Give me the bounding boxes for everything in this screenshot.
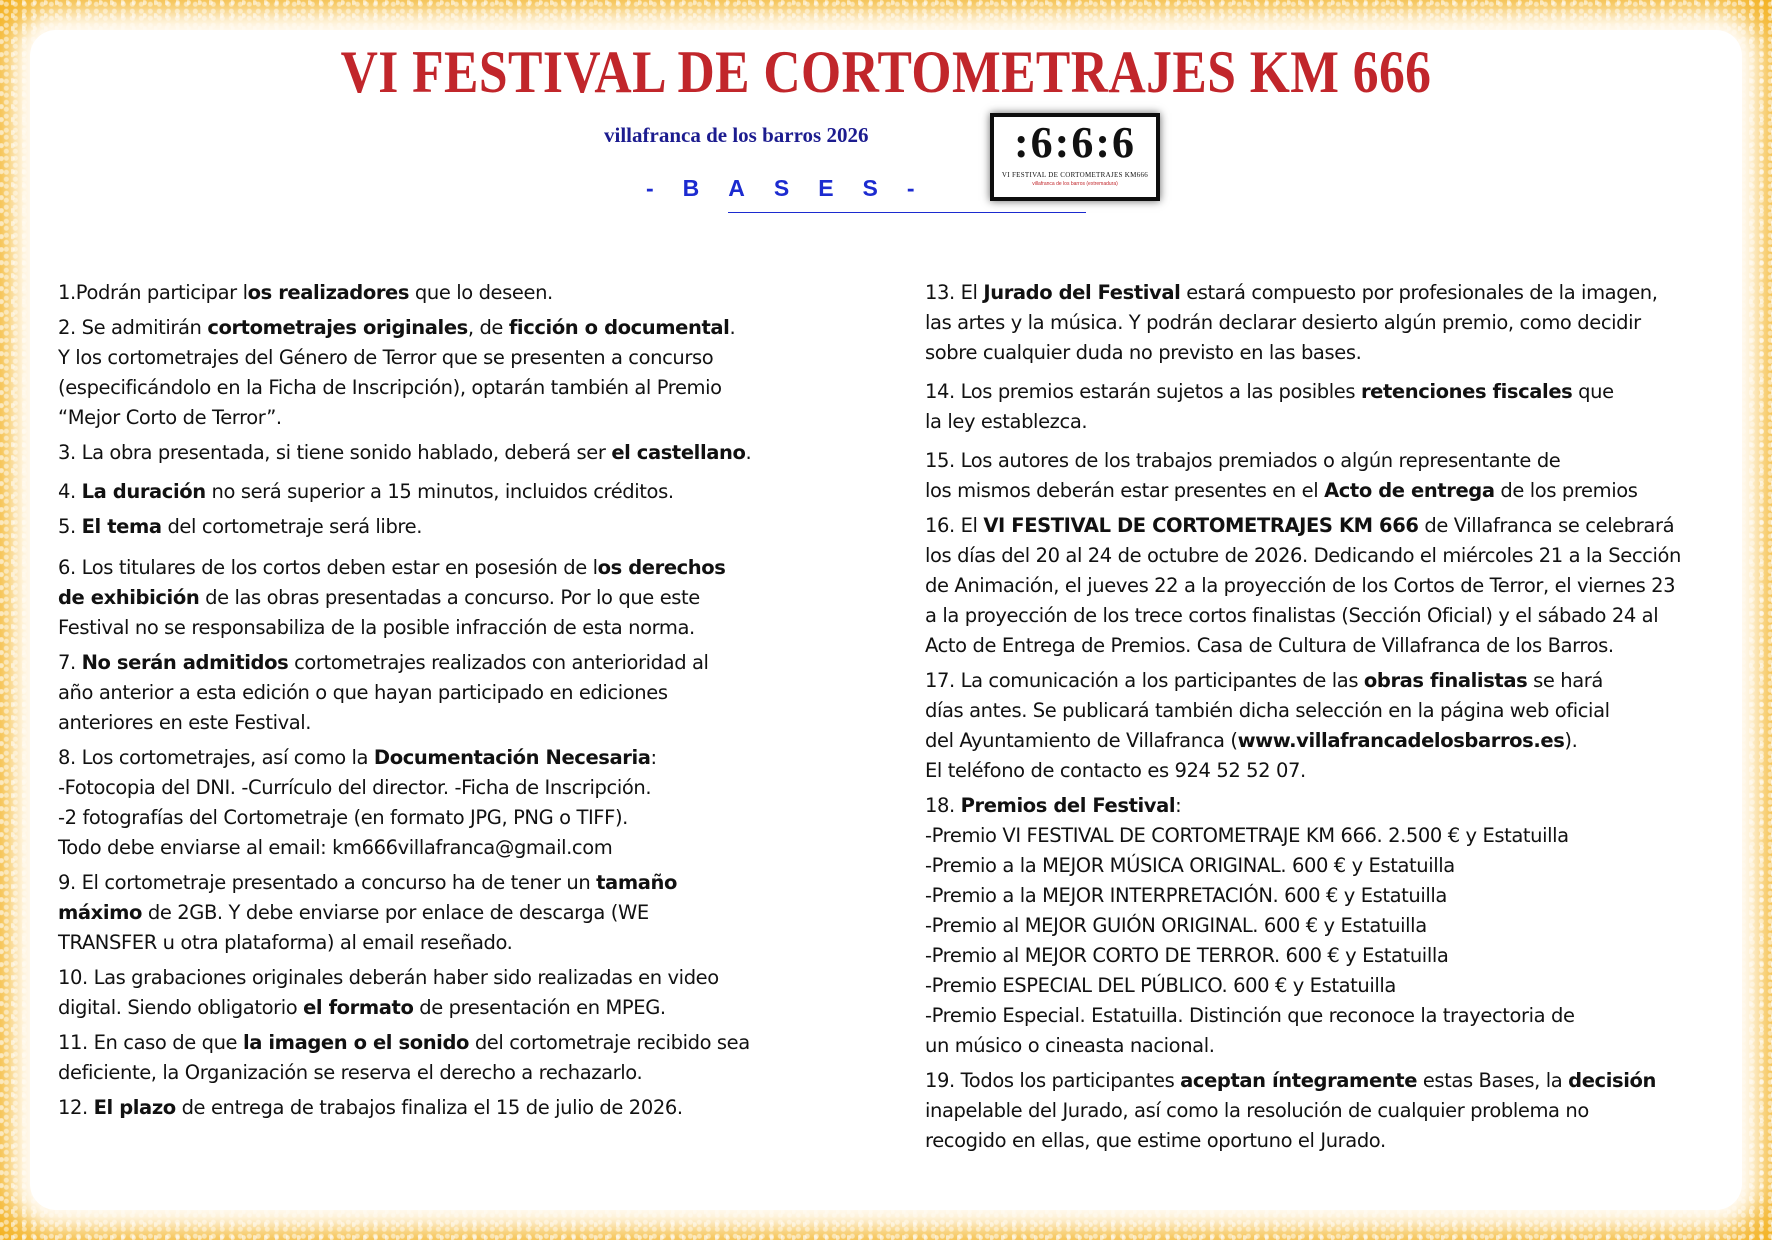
rule-emphasis: Jurado del Festival [983,281,1181,304]
festival-title: VI FESTIVAL DE CORTOMETRAJES KM 666 [340,39,1432,105]
rule-8 [58,743,818,863]
rule-text: 9. El cortometraje presentado a concurso ha de tener un [58,871,597,894]
rule-text: del cortometraje será libre. [161,515,423,538]
rule-14 [925,377,1735,437]
rule-text: : -Fotocopia del DNI. -Currículo del director. -Ficha de Inscripción. -2 fotografías del Cortometraje (en formato JPG, PNG o TIFF). Todo debe enviarse al email: km666villafranca@gmail.com [58,746,657,859]
bases-underline [728,212,1086,213]
rule-text: que lo deseen. [409,281,553,304]
rule-text: 10. Las grabaciones originales deberán haber sido realizadas en video digital. Siendo obligatorio [58,966,719,1019]
rule-17 [925,666,1735,786]
rule-text: 18. [925,794,961,817]
rule-text: de presentación en MPEG. [413,996,666,1019]
logo-glyphs: :6:6:6 [1014,118,1136,167]
rule-text: . Y los cortometrajes del Género de Terror que se presenten a concurso (especificándolo en la Ficha de Inscripción), optarán también al Premio “Mejor Corto de Terror”. [58,316,736,429]
rule-text: de entrega de trabajos finaliza el 15 de julio de 2026. [175,1096,683,1119]
rules-right-column [925,278,1735,1156]
logo-caption: VI FESTIVAL DE CORTOMETRAJES KM666 [1001,171,1149,179]
rule-6 [58,553,818,643]
festival-subtitle: villafranca de los barros 2026 [604,123,869,147]
rule-text: del cortometraje recibido sea deficiente, la Organización se reserva el derecho a rechazarlo. [58,1031,750,1084]
rule-text: que la ley establezca. [925,380,1614,433]
rule-text: 4. [58,480,82,503]
rule-emphasis: ficción o documental [508,316,730,339]
rule-11 [58,1028,818,1088]
rule-2 [58,313,818,433]
rule-emphasis: obras finalistas [1363,669,1528,692]
rule-text: no será superior a 15 minutos, incluidos créditos. [205,480,674,503]
rule-emphasis: Premios del Festival [960,794,1176,817]
rule-text: 12. [58,1096,94,1119]
rule-emphasis: aceptan íntegramente [1180,1069,1418,1092]
rule-text: inapelable del Jurado, así como la resolución de cualquier problema no recogido en ellas, que estime oportuno el Jurado. [925,1099,1589,1152]
rule-emphasis: La duración [81,480,206,503]
rule-text: 5. [58,515,82,538]
rule-text: 17. La comunicación a los participantes de las [925,669,1364,692]
rule-text: : -Premio VI FESTIVAL DE CORTOMETRAJE KM 666. 2.500 € y Estatuilla -Premio a la MEJOR MÚSICA ORIGINAL. 600 € y Estatuilla -Premio a la MEJOR INTERPRETACIÓN. 600 € y Estatuilla -Premio al MEJOR GUIÓN ORIGINAL. 600 € y Estatuilla -Premio al MEJOR CORTO DE TERROR. 600 € y Estatuilla -Premio ESPECIAL DEL PÚBLICO. 600 € y Estatuilla -Premio Especial. Estatuilla. Distinción que reconoce la trayectoria de un músico o cineasta nacional. [925,794,1575,1057]
rule-text: 8. Los cortometrajes, así como la [58,746,374,769]
rule-15 [925,446,1735,506]
rule-emphasis: decisión [1568,1069,1656,1092]
rule-text: se hará días antes. Se publicará también dicha selección en la página web oficial del Ayuntamiento de Villafranca ( [925,669,1610,752]
rules-left-column [58,278,818,1123]
rule-text: de las obras presentadas a concurso. Por lo que este Festival no se responsabiliza de la posible infracción de esta norma. [58,586,700,639]
rule-19 [925,1066,1735,1156]
rule-10 [58,963,818,1023]
rule-text: estas Bases, la [1417,1069,1569,1092]
bases-heading: -BASES- [646,175,944,201]
rule-emphasis: cortometrajes originales [207,316,468,339]
rule-emphasis: No serán admitidos [81,651,289,674]
rule-12 [58,1093,818,1123]
rule-text: 1.Podrán participar l [58,281,248,304]
rule-emphasis: retenciones fiscales [1360,380,1573,403]
rule-text: de Villafranca se celebrará los días del 20 al 24 de octubre de 2026. Dedicando el miércoles 21 a la Sección de Animación, el jueves 22 a la proyección de los Cortos de Terror, el viernes 23 a la proyección de los trece cortos finalistas (Sección Oficial) y el sábado 24 al Acto de Entrega de Premios. Casa de Cultura de Villafranca de los Barros. [925,514,1682,657]
rule-text: 15. Los autores de los trabajos premiados o algún representante de los mismos deberán estar presentes en el [925,449,1561,502]
rule-emphasis: Acto de entrega [1324,479,1495,502]
rule-1 [58,278,818,308]
rule-emphasis: VI FESTIVAL DE CORTOMETRAJES KM 666 [983,514,1419,537]
rule-13 [925,278,1735,368]
rule-5 [58,512,818,542]
rule-emphasis: os derechos de exhibición [58,556,726,609]
rule-text: 13. El [925,281,984,304]
rule-text: estará compuesto por profesionales de la imagen, las artes y la música. Y podrán declarar desierto algún premio, como decidir sobre cualquier duda no previsto en las bases. [925,281,1658,364]
rule-text: 14. Los premios estarán sujetos a las posibles [925,380,1361,403]
rule-16 [925,511,1735,661]
rule-text: 11. En caso de que [58,1031,243,1054]
festival-logo [990,113,1160,201]
rule-text: 3. La obra presentada, si tiene sonido hablado, deberá ser [58,441,612,464]
logo-panel [994,117,1156,197]
rule-text: 7. [58,651,82,674]
rule-text: , de [467,316,509,339]
rule-emphasis: el castellano [611,441,746,464]
rule-text: . [745,441,752,464]
rule-text: ). El teléfono de contacto es 924 52 52 07. [925,729,1578,782]
rule-emphasis: la imagen o el sonido [242,1031,470,1054]
rule-7 [58,648,818,738]
rule-3 [58,438,818,468]
rule-emphasis: os realizadores [247,281,410,304]
rule-text: 16. El [925,514,984,537]
rule-text: 19. Todos los participantes [925,1069,1181,1092]
rule-emphasis: El tema [81,515,162,538]
rule-emphasis: El plazo [93,1096,176,1119]
rule-text: 6. Los titulares de los cortos deben estar en posesión de l [58,556,598,579]
rule-9 [58,868,818,958]
rule-text: de 2GB. Y debe enviarse por enlace de descarga (WE TRANSFER u otra plataforma) al email reseñado. [58,901,649,954]
rule-text: de los premios [1494,479,1638,502]
rule-emphasis: el formato [303,996,414,1019]
rule-emphasis: tamaño máximo [58,871,677,924]
rule-text: cortometrajes realizados con anterioridad al año anterior a esta edición o que hayan participado en ediciones anteriores en este Festival. [58,651,709,734]
rule-4 [58,477,818,507]
logo-location: villafranca de los barros (extremadura) [1032,181,1118,187]
rule-18 [925,791,1735,1061]
rule-emphasis: www.villafrancadelosbarros.es [1237,729,1565,752]
rule-text: 2. Se admitirán [58,316,208,339]
rule-emphasis: Documentación Necesaria [373,746,651,769]
